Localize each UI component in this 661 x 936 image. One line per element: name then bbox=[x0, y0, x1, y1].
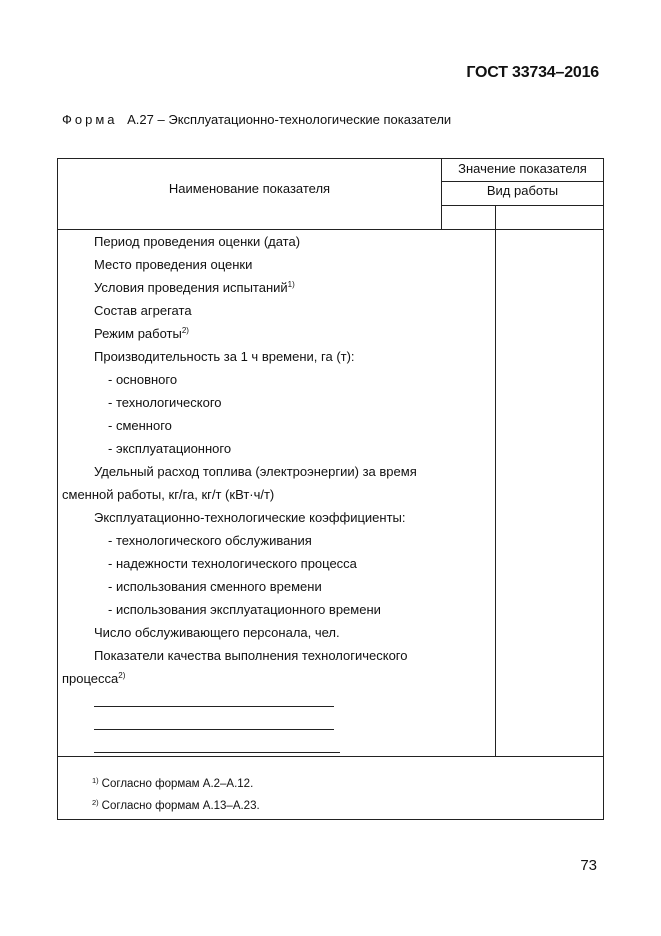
row-label: Условия проведения испытаний bbox=[94, 280, 288, 295]
table-row bbox=[62, 322, 492, 345]
row-label: Состав агрегата bbox=[94, 303, 192, 318]
form-caption bbox=[62, 112, 451, 127]
table-row bbox=[62, 552, 492, 575]
table-row bbox=[62, 391, 492, 414]
row-label: - сменного bbox=[108, 418, 172, 433]
table-row bbox=[62, 644, 492, 667]
footnote-ref: 2) bbox=[118, 671, 126, 680]
blank-entry-line bbox=[62, 736, 492, 759]
table-row bbox=[62, 253, 492, 276]
footnote bbox=[92, 795, 260, 817]
row-label: Число обслуживающего персонала, чел. bbox=[94, 625, 340, 640]
row-label: Удельный расход топлива (электроэнергии) за время bbox=[94, 464, 417, 479]
table-row bbox=[62, 276, 492, 299]
row-label: - эксплуатационного bbox=[108, 441, 232, 456]
blank-entry-line bbox=[62, 713, 492, 736]
table-row bbox=[62, 345, 492, 368]
table-row bbox=[62, 621, 492, 644]
table-row bbox=[62, 460, 492, 483]
indicators-table bbox=[57, 158, 604, 820]
table-row bbox=[62, 437, 492, 460]
row-label: Эксплуатационно-технологические коэффициенты: bbox=[94, 510, 406, 525]
row-label: Производительность за 1 ч времени, га (т): bbox=[94, 349, 355, 364]
doc-code: ГОСТ 33734–2016 bbox=[466, 64, 599, 81]
row-label: Период проведения оценки (дата) bbox=[94, 234, 301, 249]
row-label: Режим работы bbox=[94, 326, 182, 341]
column-header-value: Значение показателя bbox=[458, 161, 587, 176]
table-row bbox=[62, 598, 492, 621]
blank-entry-line bbox=[62, 690, 492, 713]
row-label: - основного bbox=[108, 372, 178, 387]
footnote-mark: 1) bbox=[92, 776, 99, 785]
column-header-name: Наименование показателя bbox=[168, 181, 331, 196]
row-label: - надежности технологического процесса bbox=[108, 556, 357, 571]
table-row bbox=[62, 230, 492, 253]
row-label: сменной работы, кг/га, кг/т (кВт·ч/т) bbox=[62, 487, 275, 502]
table-row bbox=[62, 575, 492, 598]
footnote-ref: 2) bbox=[181, 326, 189, 335]
form-caption-number: А.27 bbox=[127, 112, 154, 127]
footnote-ref: 1) bbox=[287, 280, 295, 289]
footnote-mark: 2) bbox=[92, 798, 99, 807]
footnote-text: Согласно формам А.2–А.12. bbox=[101, 778, 254, 790]
row-label: Показатели качества выполнения технологического bbox=[94, 648, 408, 663]
row-label: процесса bbox=[62, 671, 119, 686]
row-label: - использования эксплуатационного времени bbox=[108, 602, 381, 617]
column-header-worktype: Вид работы bbox=[486, 183, 559, 198]
table-row bbox=[62, 506, 492, 529]
table-row bbox=[62, 299, 492, 322]
table-row bbox=[62, 529, 492, 552]
row-label: - технологического bbox=[108, 395, 222, 410]
row-label: - технологического обслуживания bbox=[108, 533, 312, 548]
header-divider-worktype bbox=[441, 205, 604, 206]
table-row bbox=[62, 414, 492, 437]
table-row bbox=[62, 483, 492, 506]
page-number: 73 bbox=[580, 857, 597, 874]
footnotes bbox=[92, 773, 260, 817]
row-label: - использования сменного времени bbox=[108, 579, 322, 594]
footnote-text: Согласно формам А.13–А.23. bbox=[101, 800, 260, 812]
form-caption-prefix: Форма bbox=[62, 112, 118, 127]
table-row bbox=[62, 667, 492, 690]
column-divider-inner bbox=[495, 205, 496, 756]
indicator-rows bbox=[62, 230, 492, 759]
table-row bbox=[62, 368, 492, 391]
header-divider-value bbox=[441, 181, 604, 182]
form-caption-title: – Эксплуатационно-технологические показатели bbox=[157, 112, 452, 127]
row-label: Место проведения оценки bbox=[94, 257, 253, 272]
footnote bbox=[92, 773, 260, 795]
